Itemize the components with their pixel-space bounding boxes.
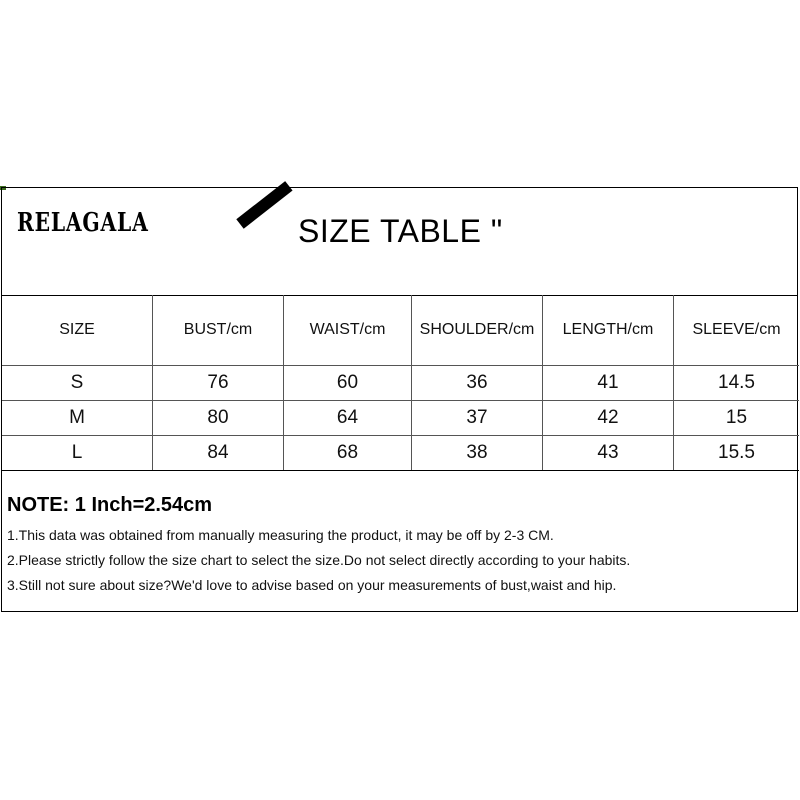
header-length: LENGTH/cm	[543, 295, 674, 366]
cell-size: L	[2, 436, 153, 471]
cell-size: M	[2, 401, 153, 436]
note-line: 2.Please strictly follow the size chart to select the size.Do not select directly according to your habits.	[7, 552, 631, 568]
cell-sleeve: 15.5	[674, 436, 800, 471]
notes-section	[7, 494, 797, 602]
cell-length: 41	[543, 366, 674, 401]
cell-shoulder: 37	[412, 401, 543, 436]
size-table	[2, 295, 799, 471]
cell-length: 42	[543, 401, 674, 436]
header-waist: WAIST/cm	[284, 295, 412, 366]
cell-shoulder: 38	[412, 436, 543, 471]
brand-logo: RELAGALA	[17, 208, 149, 238]
size-chart-frame	[1, 187, 798, 612]
table-row	[2, 401, 799, 436]
slash-decoration-icon	[236, 181, 292, 229]
chart-header	[2, 188, 797, 296]
cell-waist: 60	[284, 366, 412, 401]
table-row	[2, 366, 799, 401]
header-sleeve: SLEEVE/cm	[674, 295, 800, 366]
table-header-row	[2, 295, 799, 366]
header-shoulder: SHOULDER/cm	[412, 295, 543, 366]
cell-length: 43	[543, 436, 674, 471]
cell-bust: 80	[153, 401, 284, 436]
cell-bust: 84	[153, 436, 284, 471]
header-bust: BUST/cm	[153, 295, 284, 366]
table-row	[2, 436, 799, 471]
cell-waist: 68	[284, 436, 412, 471]
cell-waist: 64	[284, 401, 412, 436]
header-size: SIZE	[2, 295, 153, 366]
note-line: 3.Still not sure about size?We'd love to advise based on your measurements of bust,waist and hip.	[7, 577, 617, 593]
cell-size: S	[2, 366, 153, 401]
cell-sleeve: 14.5	[674, 366, 800, 401]
cell-bust: 76	[153, 366, 284, 401]
note-line: 1.This data was obtained from manually measuring the product, it may be off by 2-3 CM.	[7, 527, 554, 543]
cell-sleeve: 15	[674, 401, 800, 436]
note-title: NOTE: 1 Inch=2.54cm	[7, 494, 213, 516]
cell-shoulder: 36	[412, 366, 543, 401]
chart-title: SIZE TABLE "	[298, 213, 503, 249]
